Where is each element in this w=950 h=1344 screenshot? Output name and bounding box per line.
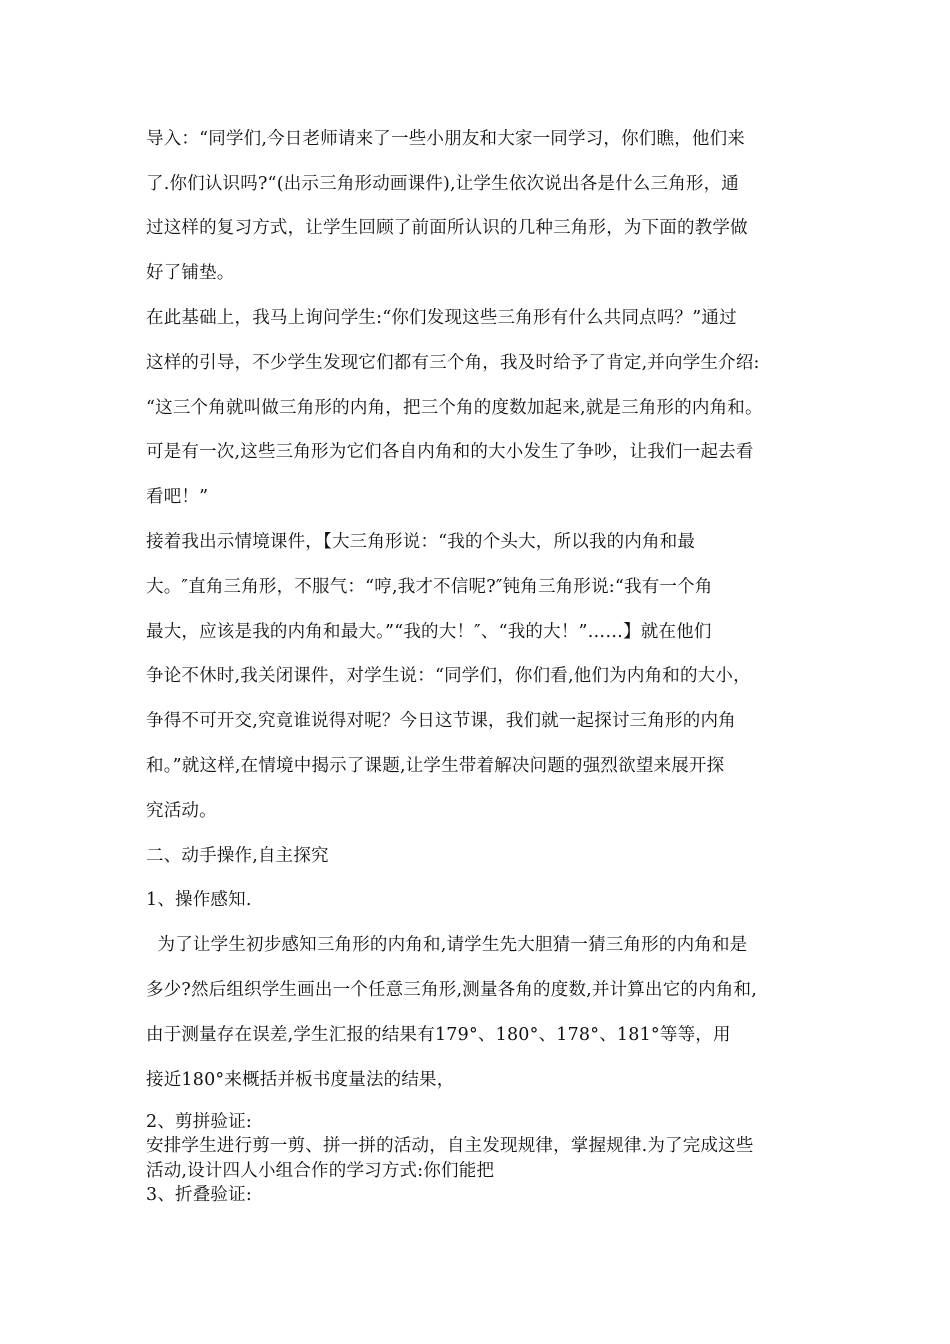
paragraph-line: 安排学生进行剪一剪、拼一拼的活动，自主发现规律，掌握规律.为了完成这些 <box>146 1136 754 1156</box>
subsection-heading: 1、操作感知. <box>146 890 252 910</box>
paragraph-line: 了.你们认识吗?“(出示三角形动画课件),让学生依次说出各是什么三角形，通 <box>146 174 740 194</box>
paragraph-line: 在此基础上，我马上询问学生:“你们发现这些三角形有什么共同点吗？”通过 <box>146 308 737 328</box>
section-heading: 二、动手操作,自主探究 <box>146 846 329 866</box>
paragraph-line: 过这样的复习方式，让学生回顾了前面所认识的几种三角形，为下面的教学做 <box>146 218 748 238</box>
paragraph-line: 活动,设计四人小组合作的学习方式:你们能把 <box>146 1161 495 1181</box>
paragraph-line: 争得不可开交,究竟谁说得对呢？今日这节课，我们就一起探讨三角形的内角 <box>146 711 736 731</box>
subsection-heading: 2、剪拼验证: <box>146 1112 252 1132</box>
paragraph-line: 接着我出示情境课件，【大三角形说：“我的个头大，所以我的内角和最 <box>146 532 696 552</box>
paragraph-line: 这样的引导，不少学生发现它们都有三个角，我及时给予了肯定,并向学生介绍: <box>146 353 760 373</box>
paragraph-line: 为了让学生初步感知三角形的内角和,请学生先大胆猜一猜三角形的内角和是 <box>146 935 748 955</box>
paragraph-line: 大。″直角三角形，不服气：“哼,我才不信呢?″钝角三角形说:“我有一个角 <box>146 577 713 597</box>
paragraph-line: 最大，应该是我的内角和最大。”“我的大！″、“我的大！”……】就在他们 <box>146 622 712 642</box>
paragraph-line: “这三个角就叫做三角形的内角，把三个角的度数加起来,就是三角形的内角和。 <box>146 398 763 418</box>
paragraph-line: 多少?然后组织学生画出一个任意三角形,测量各角的度数,并计算出它的内角和, <box>146 980 757 1000</box>
paragraph-line: 好了铺垫。 <box>146 263 235 283</box>
paragraph-line: 和。”就这样,在情境中揭示了课题,让学生带着解决问题的强烈欲望来展开探 <box>146 756 725 776</box>
paragraph-line: 争论不休时,我关闭课件，对学生说：“同学们，你们看,他们为内角和的大小， <box>146 666 751 686</box>
paragraph-line: 导入：“同学们,今日老师请来了一些小朋友和大家一同学习，你们瞧，他们来 <box>146 129 746 149</box>
paragraph-line: 看吧！” <box>146 487 209 507</box>
subsection-heading: 3、折叠验证: <box>146 1185 252 1205</box>
paragraph-line: 由于测量存在误差,学生汇报的结果有179°、180°、178°、181°等等，用 <box>146 1025 731 1045</box>
paragraph-line: 究活动。 <box>146 801 217 821</box>
paragraph-line: 接近180°来概括并板书度量法的结果， <box>146 1070 455 1090</box>
paragraph-line: 可是有一次,这些三角形为它们各自内角和的大小发生了争吵，让我们一起去看 <box>146 442 754 462</box>
